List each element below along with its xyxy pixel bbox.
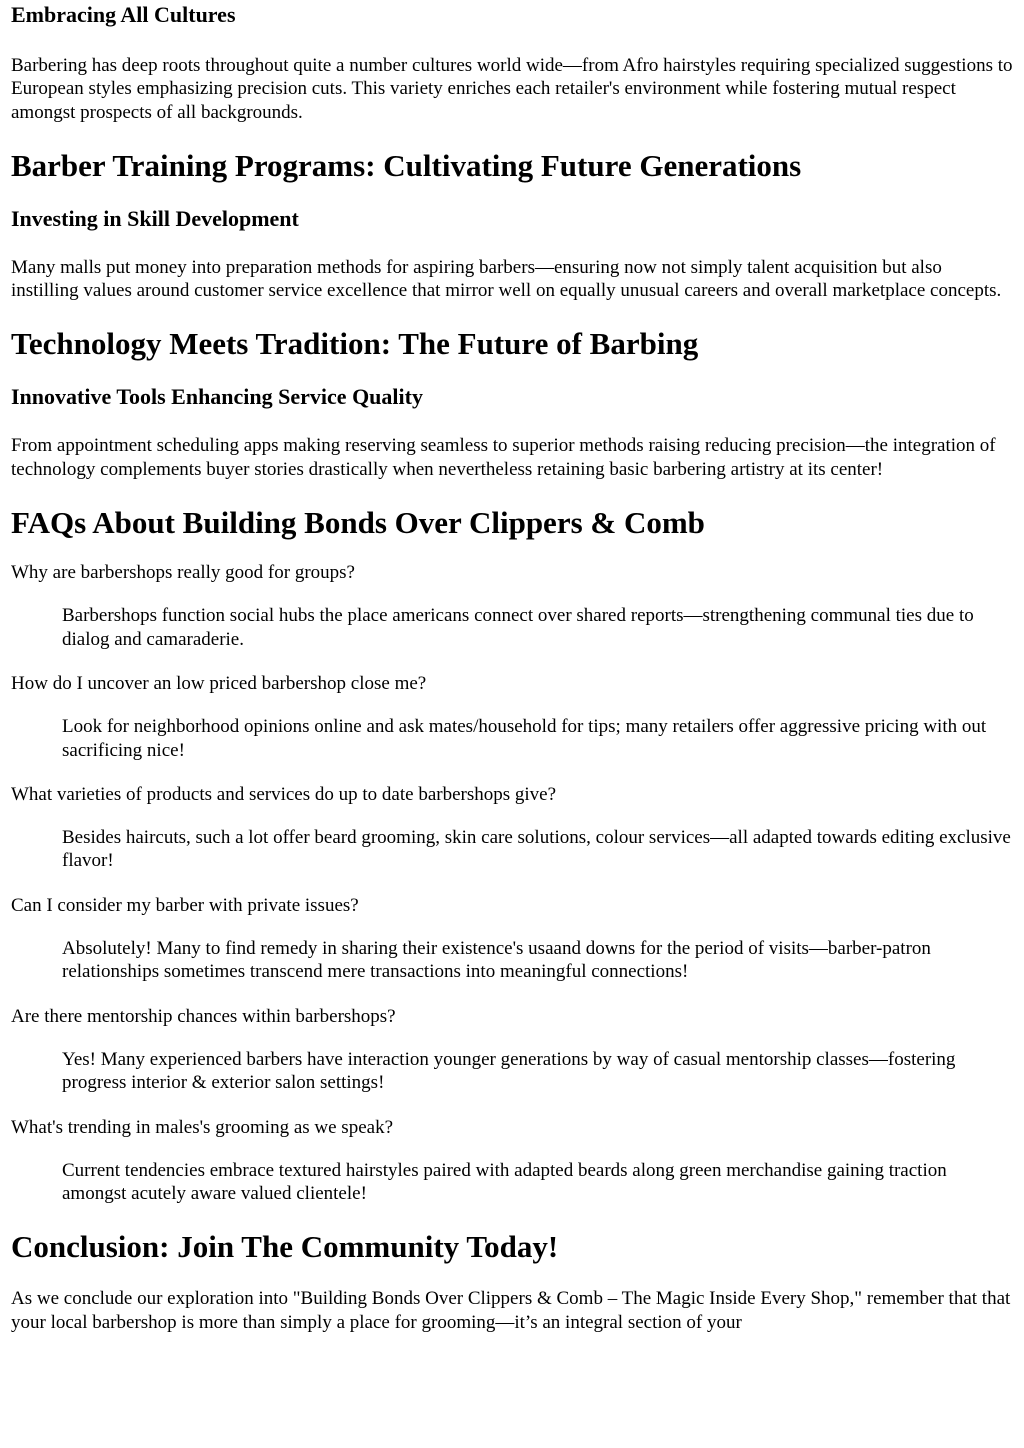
conclusion-paragraph: As we conclude our exploration into "Building Bonds Over Clippers & Comb – The Magic Inside Every Shop," remember that that your local barbershop is more than simply a place for grooming—it’s an integral section of your [11, 1288, 1011, 1333]
faq-list [11, 561, 1013, 1205]
faqs-heading: FAQs About Building Bonds Over Clippers & Comb [11, 505, 705, 541]
faq-answer: Current tendencies embrace textured hairstyles paired with adapted beards along green merchandise gaining traction amongst acutely aware valued clientele! [62, 1159, 947, 1205]
faq-question: Are there mentorship chances within barbershops? [11, 1005, 396, 1027]
cultures-heading: Embracing All Cultures [11, 2, 236, 27]
faq-answer: Yes! Many experienced barbers have interaction younger generations by way of casual mentorship classes—fostering progress interior & exterior salon settings! [62, 1048, 956, 1094]
technology-subheading: Innovative Tools Enhancing Service Quality [11, 384, 423, 410]
faq-question: What varieties of products and services do up to date barbershops give? [11, 783, 557, 805]
faq-answer: Look for neighborhood opinions online and ask mates/household for tips; many retailers offer aggressive pricing with out sacrificing nice! [62, 716, 987, 761]
faq-answer: Barbershops function social hubs the place americans connect over shared reports—strengthening communal ties due to dialog and camaraderie. [62, 605, 974, 650]
faq-question: What's trending in males's grooming as we speak? [11, 1116, 394, 1138]
faq-question: How do I uncover an low priced barbershop close me? [11, 672, 427, 694]
technology-paragraph: From appointment scheduling apps making reserving seamless to superior methods raising reducing precision—the integration of technology complements buyer stories drastically when nevertheless retaining basic barbering artistry at its center! [11, 435, 996, 480]
training-subheading: Investing in Skill Development [11, 205, 299, 231]
faq-question: Can I consider my barber with private issues? [11, 894, 359, 916]
technology-heading: Technology Meets Tradition: The Future of Barbing [11, 326, 699, 362]
training-heading: Barber Training Programs: Cultivating Future Generations [11, 147, 802, 183]
article [0, 2, 1024, 1334]
training-paragraph: Many malls put money into preparation methods for aspiring barbers—ensuring now not simply talent acquisition but also instilling values around customer service excellence that mirror well on equally unusual careers and overall marketplace concepts. [11, 256, 1002, 302]
cultures-paragraph: Barbering has deep roots throughout quite a number cultures world wide—from Afro hairstyles requiring specialized suggestions to European styles emphasizing precision cuts. This variety enriches each retailer's environment while fostering mutual respect amongst prospects of all backgrounds. [11, 55, 1013, 123]
faq-question: Why are barbershops really good for groups? [11, 562, 355, 584]
conclusion-heading: Conclusion: Join The Community Today! [11, 1229, 559, 1265]
faq-answer: Absolutely! Many to find remedy in sharing their existence's usaand downs for the period of visits—barber-patron relationships sometimes transcend mere transactions into meaningful connections! [62, 938, 931, 983]
faq-answer: Besides haircuts, such a lot offer beard grooming, skin care solutions, colour services—all adapted towards editing exclusive flavor! [62, 827, 1011, 872]
